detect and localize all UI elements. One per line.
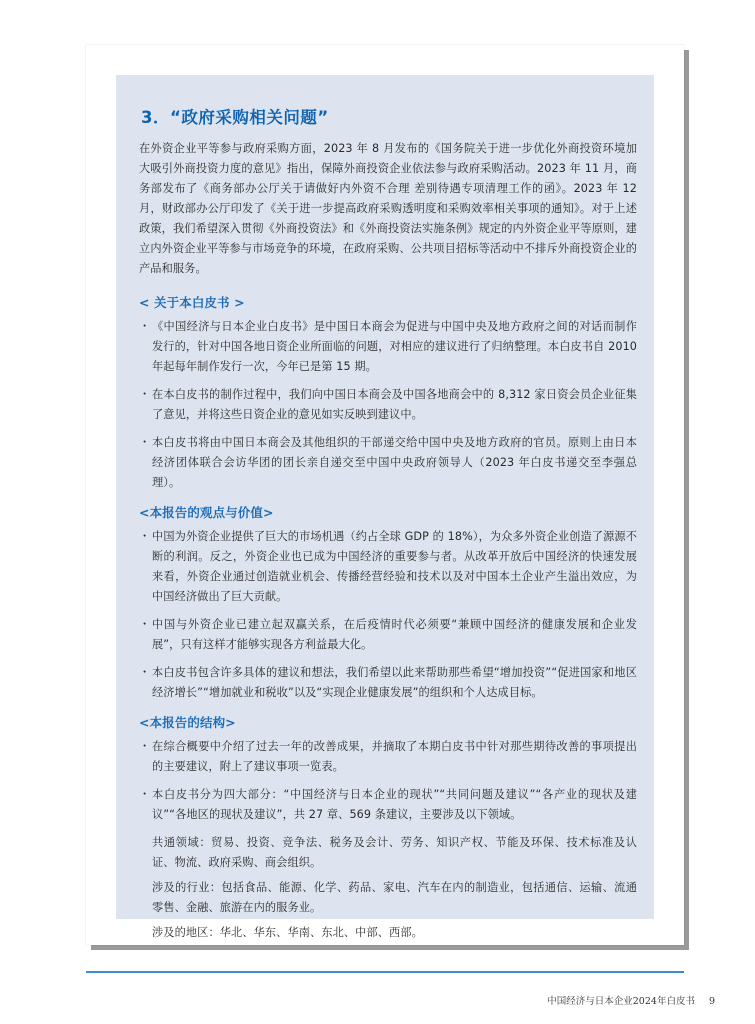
list-item: ・ 《中国经济与日本企业白皮书》是中国日本商会为促进与中国中央及地方政府之间的对话而制作发行的，针对中国各地日资企业所面临的问题，对相应的建议进行了归纳整理。本白皮书自 2010 年起每年制作发行一次，今年已是第 15 期。 <box>139 317 637 377</box>
list-item: ・ 中国与外资企业已建立起双赢关系，在后疫情时代必须要“兼顾中国经济的健康发展和企业发展”，只有这样才能够实现各方利益最大化。 <box>139 615 637 655</box>
sub-item-common-fields: 共通领域：贸易、投资、竞争法、税务及会计、劳务、知识产权、节能及环保、技术标准及认证、物流、政府采购、商会组织。 <box>152 836 637 869</box>
content-body <box>139 106 637 948</box>
bullet-mark: ・ <box>139 320 151 333</box>
bullet-mark: ・ <box>139 530 151 543</box>
section-title: 3．“政府采购相关问题” <box>141 108 329 127</box>
list-item: ・ 本白皮书将由中国日本商会及其他组织的干部递交给中国中央及地方政府的官员。原则上由日本经济团体联合会访华团的团长亲自递交至中国中央政府领导人（2023 年白皮书递交至李强总理）。 <box>139 433 637 493</box>
bullet-mark: ・ <box>139 388 151 401</box>
page-footer <box>547 993 715 1007</box>
footer-title: 中国经济与日本企业2024年白皮书 <box>547 996 695 1007</box>
heading-about-whitepaper: < 关于本白皮书 > <box>139 295 245 310</box>
sub-item-industries: 涉及的行业：包括食品、能源、化学、药品、家电、汽车在内的制造业，包括通信、运输、流通零售、金融、旅游在内的服务业。 <box>152 881 637 914</box>
list-item: ・ 本白皮书包含许多具体的建议和想法，我们希望以此来帮助那些希望“增加投资”“促进国家和地区经济增长”“增加就业和税收”以及“实现企业健康发展”的组织和个人达成目标。 <box>139 663 637 703</box>
footer-rule <box>86 971 684 973</box>
bullet-mark: ・ <box>139 436 151 449</box>
list-item: ・ 中国为外资企业提供了巨大的市场机遇（约占全球 GDP 的 18%），为众多外资企业创造了源源不断的利润。反之，外资企业也已成为中国经济的重要参与者。从改革开放后中国经济的快速发展来看，外资企业通过创造就业机会、传播经营经验和技术以及对中国本土企业产生溢出效应，为中国经济做出了巨大贡献。 <box>139 527 637 607</box>
list-item: ・ 在本白皮书的制作过程中，我们向中国日本商会及中国各地商会中的 8,312 家日资会员企业征集了意见，并将这些日资企业的意见如实反映到建议中。 <box>139 385 637 425</box>
list-item: ・ 本白皮书分为四大部分：“中国经济与日本企业的现状”“共同问题及建议”“各产业的现状及建议”“各地区的现状及建议”，共 27 章、569 条建议，主要涉及以下领域。 <box>139 785 637 825</box>
list-item: ・ 在综合概要中介绍了过去一年的改善成果，并摘取了本期白皮书中针对那些期待改善的事项提出的主要建议，附上了建议事项一览表。 <box>139 737 637 777</box>
sub-item-regions: 涉及的地区：华北、华东、华南、东北、中部、西部。 <box>152 926 423 939</box>
bullet-mark: ・ <box>139 618 151 631</box>
bullet-mark: ・ <box>139 740 151 753</box>
intro-paragraph: 在外资企业平等参与政府采购方面，2023 年 8 月发布的《国务院关于进一步优化外商投资环境加大吸引外商投资力度的意见》指出，保障外商投资企业依法参与政府采购活动。2023 年 11 月，商务部发布了《商务部办公厅关于请做好内外资不合理 差别待遇专项清理工作的函》。2023 年 12 月，财政部办公厅印发了《关于进一步提高政府采购透明度和采购效率相关事项的通知》。对于上述政策，我们希望深入贯彻《外商投资法》和《外商投资法实施条例》规定的内外资企业平等原则，建立内外资企业平等参与市场竞争的环境，在政府采购、公共项目招标等活动中不排斥外商投资企业的产品和服务。 <box>139 142 637 275</box>
page-number: 9 <box>708 996 715 1007</box>
bullet-mark: ・ <box>139 666 151 679</box>
heading-report-structure: <本报告的结构> <box>139 715 236 730</box>
bullet-mark: ・ <box>139 788 151 801</box>
heading-views-value: <本报告的观点与价值> <box>139 505 274 520</box>
